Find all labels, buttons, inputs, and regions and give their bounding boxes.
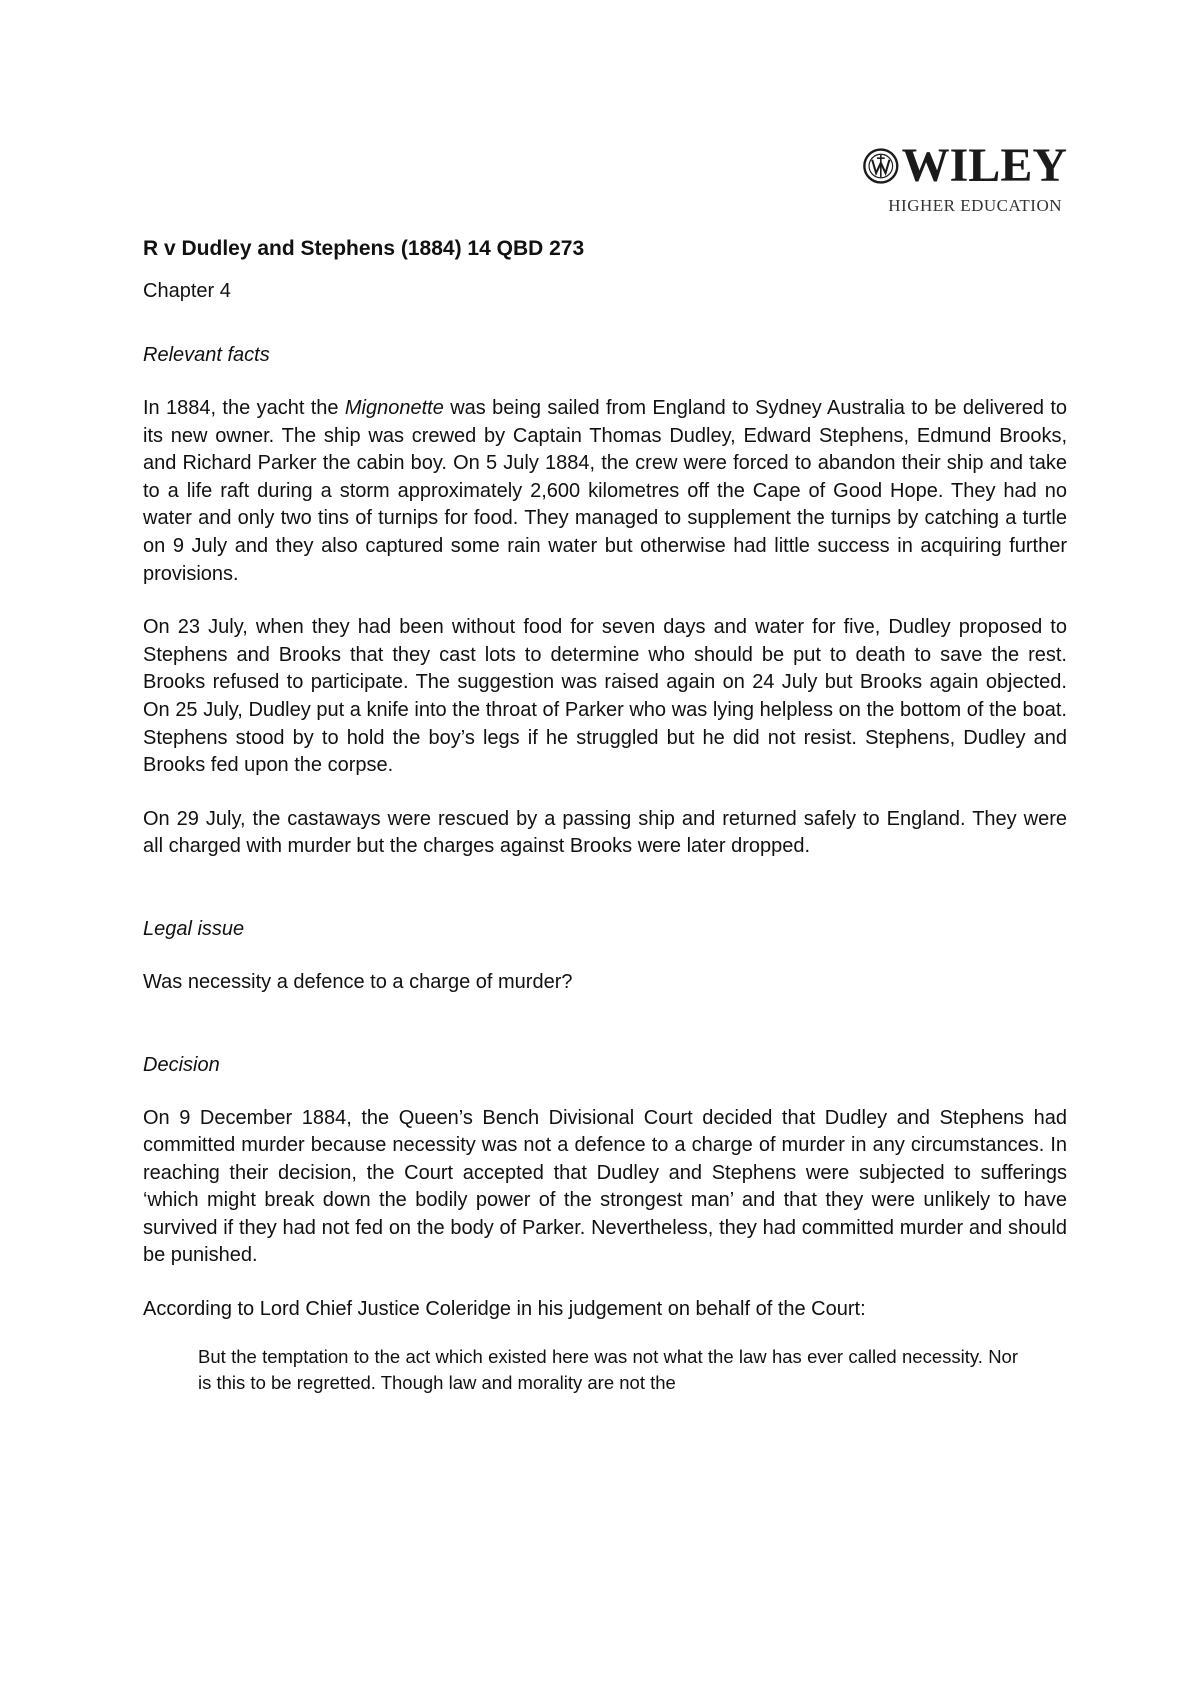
publisher-logo — [862, 140, 1067, 216]
decision-paragraph-2: According to Lord Chief Justice Coleridge in his judgement on behalf of the Court: — [143, 1298, 866, 1321]
facts-paragraph-1-rest: was being sailed from England to Sydney Australia to be delivered to its new owner. The ship was crewed by Captain Thomas Dudley, Edward Stephens, Edmund Brooks, and Richard Parker the cabin boy. On 5 July 1884, the crew were forced to abandon their ship and take to a life raft during a storm approximately 2,600 kilometres off the Cape of Good Hope. They had no water and only two tins of turnips for food. They managed to supplement the turnips by catching a turtle on 9 July and they also captured some rain water but otherwise had little success in acquiring further provisions. — [143, 397, 1068, 585]
wiley-seal-icon — [862, 142, 900, 190]
facts-paragraph-2: On 23 July, when they had been without food for seven days and water for five, Dudley proposed to Stephens and Brooks that they cast lots to determine who should be put to death to save the rest. Brooks refused to participate. The suggestion was raised again on 24 July but Brooks again objected. On 25 July, Dudley put a knife into the throat of Parker who was lying helpless on the bottom of the boat. Stephens stood by to hold the boy’s legs if he struggled but he did not resist. Stephens, Dudley and Brooks fed upon the corpse. — [143, 616, 1067, 777]
logo-subtitle: HIGHER EDUCATION — [888, 196, 1062, 215]
decision-paragraph-1: On 9 December 1884, the Queen’s Bench Divisional Court decided that Dudley and Stephens had committed murder because necessity was not a defence to a charge of murder in any circumstances. In reaching their decision, the Court accepted that Dudley and Stephens were subjected to sufferings ‘which might break down the bodily power of the strongest man’ and that they were unlikely to have survived if they had not fed on the body of Parker. Nevertheless, they had committed murder and should be punished. — [143, 1106, 1067, 1267]
logo-wordmark: WILEY — [901, 139, 1067, 192]
judgement-quote: But the temptation to the act which existed here was not what the law has ever called necessity. Nor is this to be regretted. Though law and morality are not the — [198, 1345, 1018, 1393]
facts-paragraph-1 — [143, 395, 1067, 588]
facts-paragraph-1-start: In 1884, the yacht the — [143, 397, 345, 419]
decision-heading: Decision — [143, 1053, 220, 1076]
case-title: R v Dudley and Stephens (1884) 14 QBD 273 — [143, 237, 585, 260]
logo-top-row — [862, 140, 1067, 192]
yacht-name: Mignonette — [344, 397, 444, 419]
document-body — [143, 235, 1067, 1396]
issue-heading: Legal issue — [143, 917, 245, 940]
issue-text: Was necessity a defence to a charge of murder? — [143, 970, 573, 993]
facts-heading: Relevant facts — [143, 344, 270, 366]
facts-paragraph-3: On 29 July, the castaways were rescued by a passing ship and returned safely to England. They were all charged with murder but the charges against Brooks were later dropped. — [143, 807, 1067, 858]
chapter-label: Chapter 4 — [143, 280, 231, 302]
